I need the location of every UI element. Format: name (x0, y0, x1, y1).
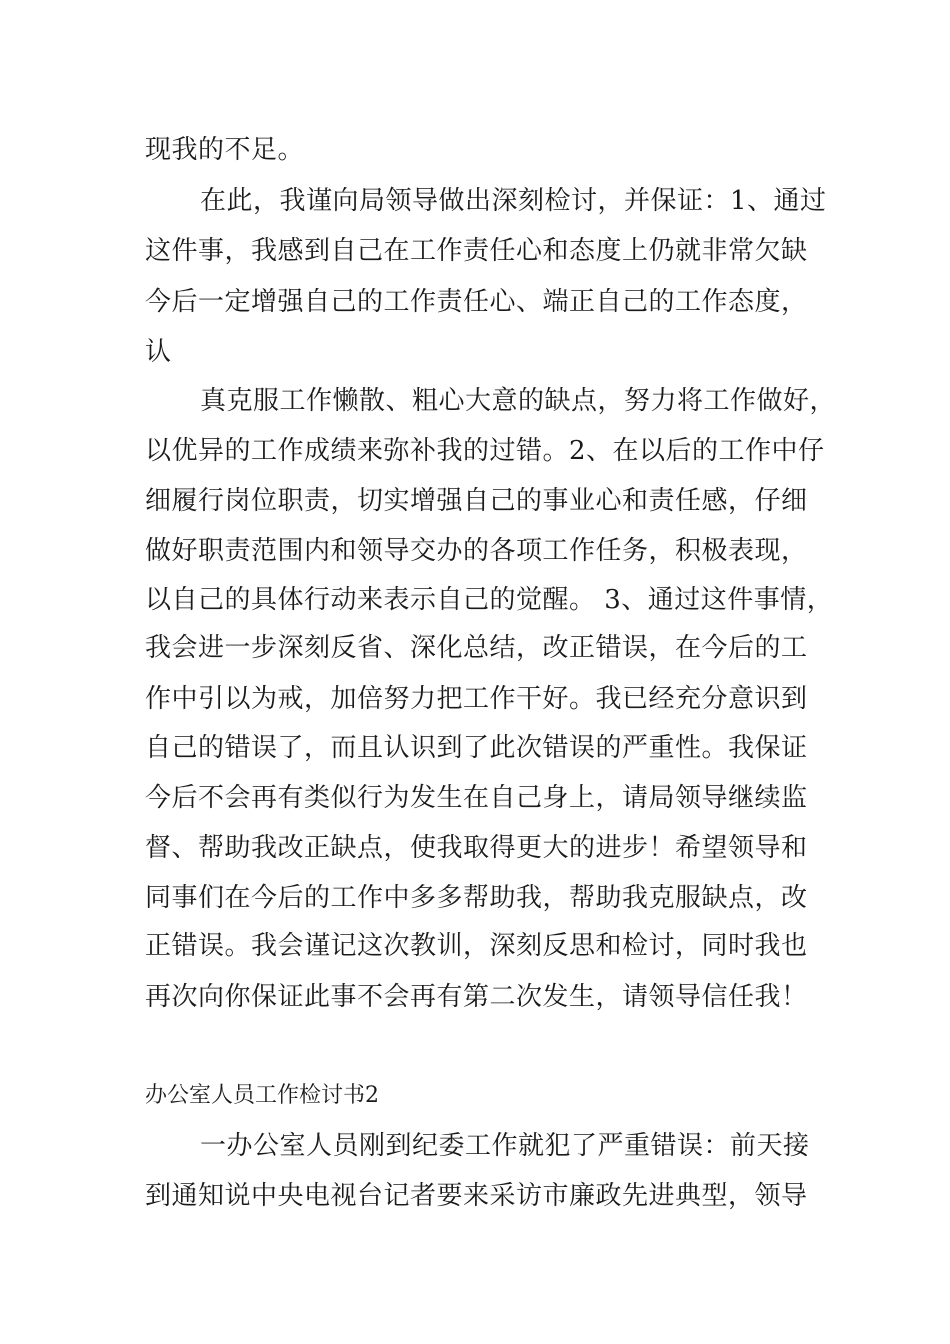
text-line: 自己的错误了，而且认识到了此次错误的严重性。我保证 (145, 733, 808, 763)
text-line: 到通知说中央电视台记者要来采访市廉政先进典型，领导 (145, 1181, 808, 1211)
text-line: 督、帮助我改正缺点，使我取得更大的进步！希望领导和 (145, 833, 808, 863)
text-line: 今后一定增强自己的工作责任心、端正自己的工作态度， (145, 287, 808, 317)
text-line: 真克服工作懒散、粗心大意的缺点，努力将工作做好， (200, 386, 837, 416)
text-line: 以自己的具体行动来表示自己的觉醒。 3、通过这件事情， (145, 585, 834, 615)
text-line: 以优异的工作成绩来弥补我的过错。2、在以后的工作中仔 (145, 436, 825, 466)
text-line: 现我的不足。 (145, 135, 305, 165)
text-line: 作中引以为戒，加倍努力把工作干好。我已经充分意识到 (145, 684, 808, 714)
text-line: 做好职责范围内和领导交办的各项工作任务，积极表现， (145, 536, 808, 566)
section-heading: 办公室人员工作检讨书2 (145, 1083, 379, 1108)
text-line: 今后不会再有类似行为发生在自己身上，请局领导继续监 (145, 783, 808, 813)
text-line: 正错误。我会谨记这次教训，深刻反思和检讨，同时我也 (145, 931, 808, 961)
text-line: 同事们在今后的工作中多多帮助我，帮助我克服缺点，改 (145, 883, 808, 913)
text-line: 再次向你保证此事不会再有第二次发生，请领导信任我！ (145, 982, 808, 1012)
text-line: 细履行岗位职责，切实增强自己的事业心和责任感，仔细 (145, 486, 808, 516)
text-line: 这件事，我感到自己在工作责任心和态度上仍就非常欠缺 (145, 236, 808, 266)
text-line: 一办公室人员刚到纪委工作就犯了严重错误：前天接 (200, 1131, 810, 1161)
text-line: 我会进一步深刻反省、深化总结，改正错误，在今后的工 (145, 633, 808, 663)
text-line: 在此，我谨向局领导做出深刻检讨，并保证：1、通过 (200, 186, 827, 216)
text-line: 认 (145, 337, 172, 367)
